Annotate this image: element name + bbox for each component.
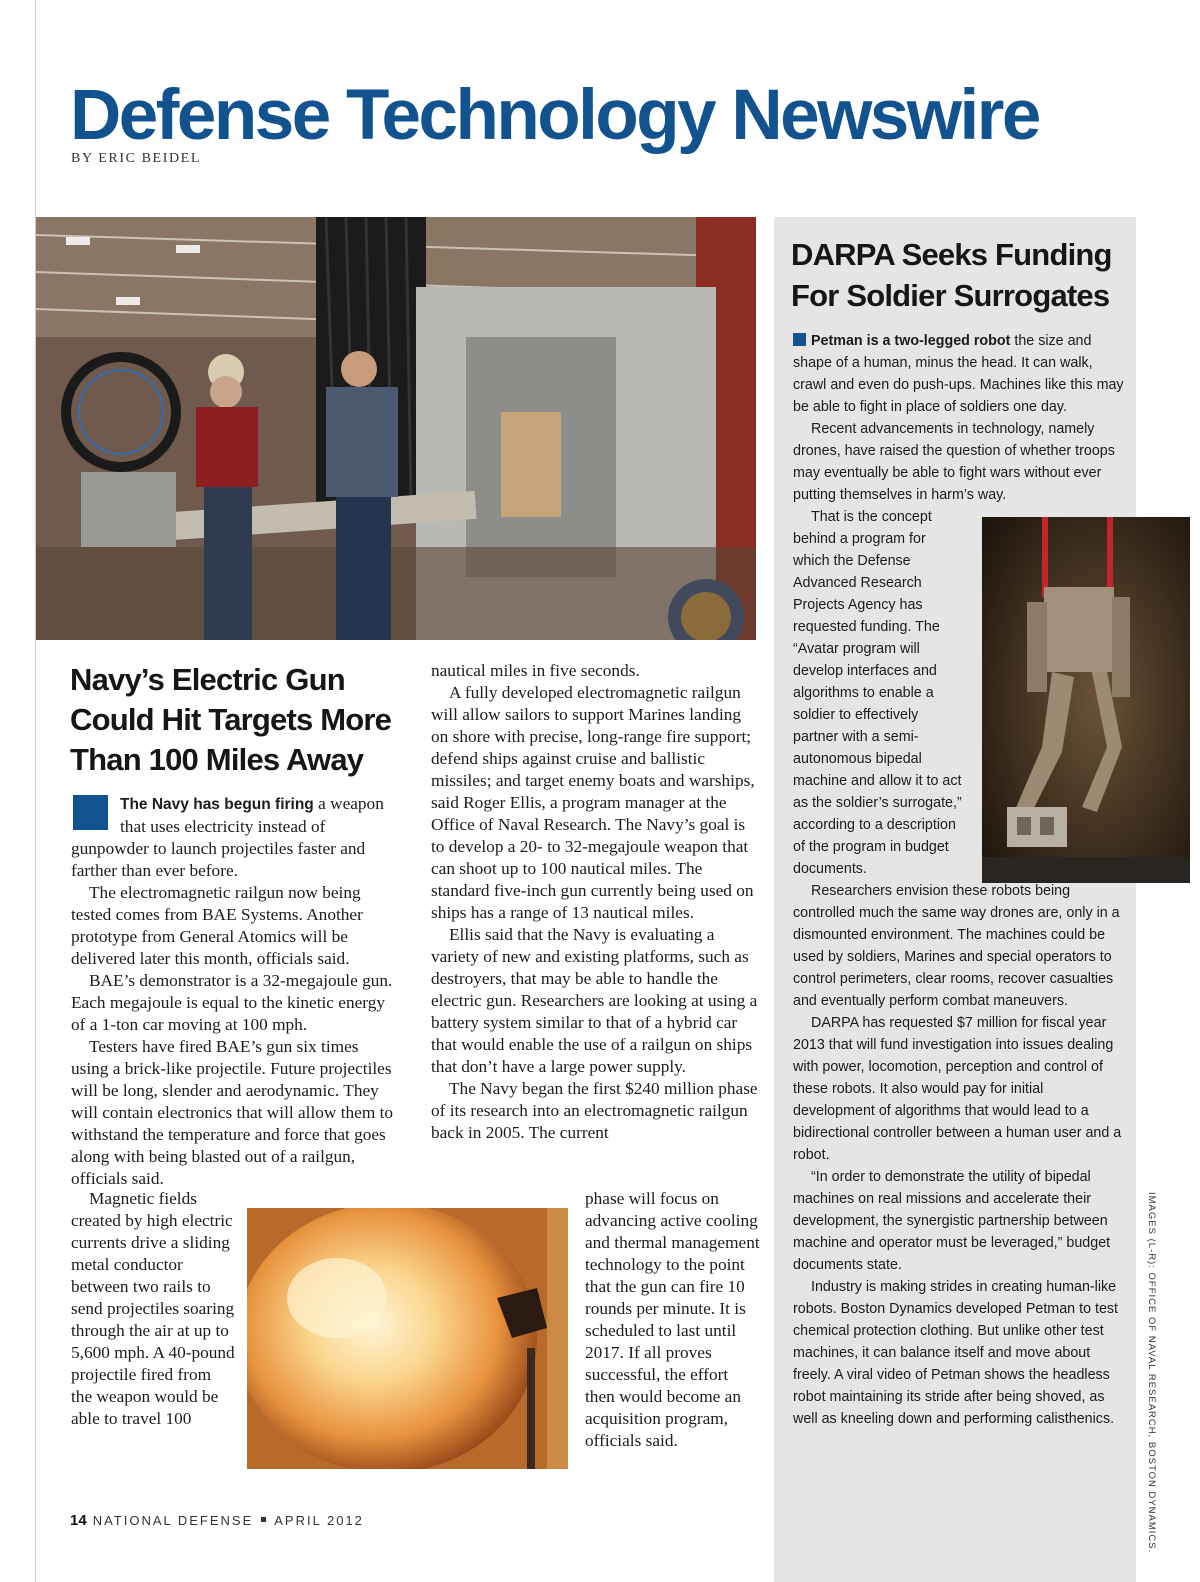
navy-headline-line-3: Than 100 Miles Away	[70, 742, 364, 777]
darpa-headline	[791, 234, 1136, 316]
body-paragraph: The electromagnetic railgun now being tested comes from BAE Systems. Another prototype from General Atomics will be delivered later this month, officials said.	[71, 883, 363, 968]
navy-headline-line-1: Navy’s Electric Gun	[70, 662, 345, 697]
darpa-body	[793, 880, 1125, 1430]
navy-lead-text: a weapon that uses electricity instead of gunpowder to launch projectiles faster and farther than ever before.	[71, 794, 384, 880]
lead-square-icon	[73, 795, 108, 830]
page-footer	[70, 1512, 364, 1529]
lead-square-icon	[793, 333, 806, 346]
body-paragraph: Testers have fired BAE’s gun six times using a brick-like projectile. Future projectiles will be long, slender and aerodynamic. They will contain electronics that will allow them to withstand the temperature and force that goes along with being blasted out of a railgun, officials said.	[71, 1037, 394, 1188]
page-number: 14	[70, 1512, 87, 1529]
navy-column-1	[71, 793, 398, 1190]
issue-date: APRIL 2012	[274, 1513, 364, 1528]
body-paragraph: Recent advancements in technology, namely drones, have raised the question of whether troops may eventually be able to fight wars without ever putting themselves in harm’s way.	[793, 421, 1115, 503]
navy-column-2-narrow	[585, 1188, 761, 1452]
byline: BY ERIC BEIDEL	[71, 151, 201, 166]
body-paragraph: A fully developed electromagnetic railgun will allow sailors to support Marines landing on shore with precise, long-range fire support; defend ships against cruise and ballistic missiles; and target enemy boats and warships, said Roger Ellis, a program manager at the Office of Naval Research. The Navy’s goal is to develop a 20- to 32-megajoule weapon that can shoot up to 100 nautical miles. The standard five-inch gun currently being used on ships has a range of 13 nautical miles.	[431, 683, 755, 922]
darpa-headline-line-1: DARPA Seeks Funding	[791, 237, 1112, 272]
magazine-name: NATIONAL DEFENSE	[92, 1513, 254, 1528]
body-paragraph: Ellis said that the Navy is evaluating a variety of new and existing platforms, such as destroyers, that may be able to handle the electric gun. Researchers are looking at using a battery system similar to that of a hybrid car that would enable the use of a railgun on ships that don’t have a large power supply.	[431, 925, 758, 1076]
railgun-blast-photo	[247, 1208, 568, 1469]
photo-credit: IMAGES (L-R): OFFICE OF NAVAL RESEARCH, BOSTON DYNAMICS.	[1146, 1192, 1157, 1554]
darpa-lead-text: the size and shape of a human, minus the head. It can walk, crawl and even do push-ups. Machines like this may be able to fight in place of soldiers one day.	[793, 333, 1124, 415]
body-paragraph: DARPA has requested $7 million for fiscal year 2013 that will fund investigation into issues dealing with power, locomotion, perception and control of these robots. It also would pay for initial development of algorithms that would lead to a bidirectional controller between a human user and a robot.	[793, 1015, 1122, 1163]
darpa-lead-paragraph	[793, 330, 1125, 418]
navy-lead-bold: The Navy has begun firing	[120, 796, 314, 813]
body-paragraph: nautical miles in five seconds.	[431, 661, 640, 680]
body-paragraph: Researchers envision these robots being controlled much the same way drones are, only in a dismounted environment. The machines could be used by soldiers, Marines and special operators to control perimeters, clear rooms, recover casualties and eventually perform combat maneuvers.	[793, 883, 1120, 1009]
body-paragraph: Magnetic fields created by high electric currents drive a sliding metal conductor between two rails to send projectiles soaring through the air at up to 5,600 mph. A 40-pound projectile fired from the weapon would be able to travel 100	[71, 1189, 235, 1428]
masthead-title: Defense Technology Newswire	[70, 76, 1039, 155]
body-paragraph: BAE’s demonstrator is a 32-megajoule gun. Each megajoule is equal to the kinetic energy of a 1-ton car moving at 100 mph.	[71, 971, 393, 1034]
navy-headline-line-2: Could Hit Targets More	[70, 702, 392, 737]
navy-lead-paragraph	[71, 793, 398, 882]
body-paragraph: “In order to demonstrate the utility of bipedal machines on real missions and accelerate their development, the synergistic partnership between machine and operator must be leveraged,” budget documents state.	[793, 1169, 1111, 1273]
body-paragraph: Industry is making strides in creating human-like robots. Boston Dynamics developed Petman to test chemical protection clothing. But unlike other test machines, it can balance itself and move about freely. A viral video of Petman shows the headless robot maintaining its stride after being shoved, as well as kneeling down and performing calisthenics.	[793, 1279, 1119, 1427]
separator-dot	[261, 1517, 266, 1522]
darpa-headline-line-2: For Soldier Surrogates	[791, 278, 1110, 313]
body-paragraph: phase will focus on advancing active cooling and thermal management technology to the point that the gun can fire 10 rounds per minute. It is scheduled to last until 2017. If all proves successful, the effort then would become an acquisition program, officials said.	[585, 1189, 760, 1450]
darpa-lead-bold: Petman is a two-legged robot	[811, 333, 1011, 349]
navy-column-1-narrow	[71, 1188, 236, 1430]
railgun-lab-photo	[36, 217, 756, 640]
navy-column-2	[431, 660, 758, 1144]
darpa-narrow-column	[793, 506, 965, 880]
body-paragraph: The Navy began the first $240 million phase of its research into an electromagnetic railgun back in 2005. The current	[431, 1079, 758, 1142]
darpa-intro	[793, 330, 1125, 506]
body-paragraph: That is the concept behind a program for which the Defense Advanced Research Projects Agency has requested funding. The “Avatar program will develop interfaces and algorithms to enable a soldier to effectively partner with a semi-autonomous bipedal machine and allow it to act as the soldier’s surrogate,” according to a description of the program in budget documents.	[793, 509, 962, 877]
navy-headline	[70, 660, 420, 780]
petman-robot-photo	[982, 517, 1190, 883]
